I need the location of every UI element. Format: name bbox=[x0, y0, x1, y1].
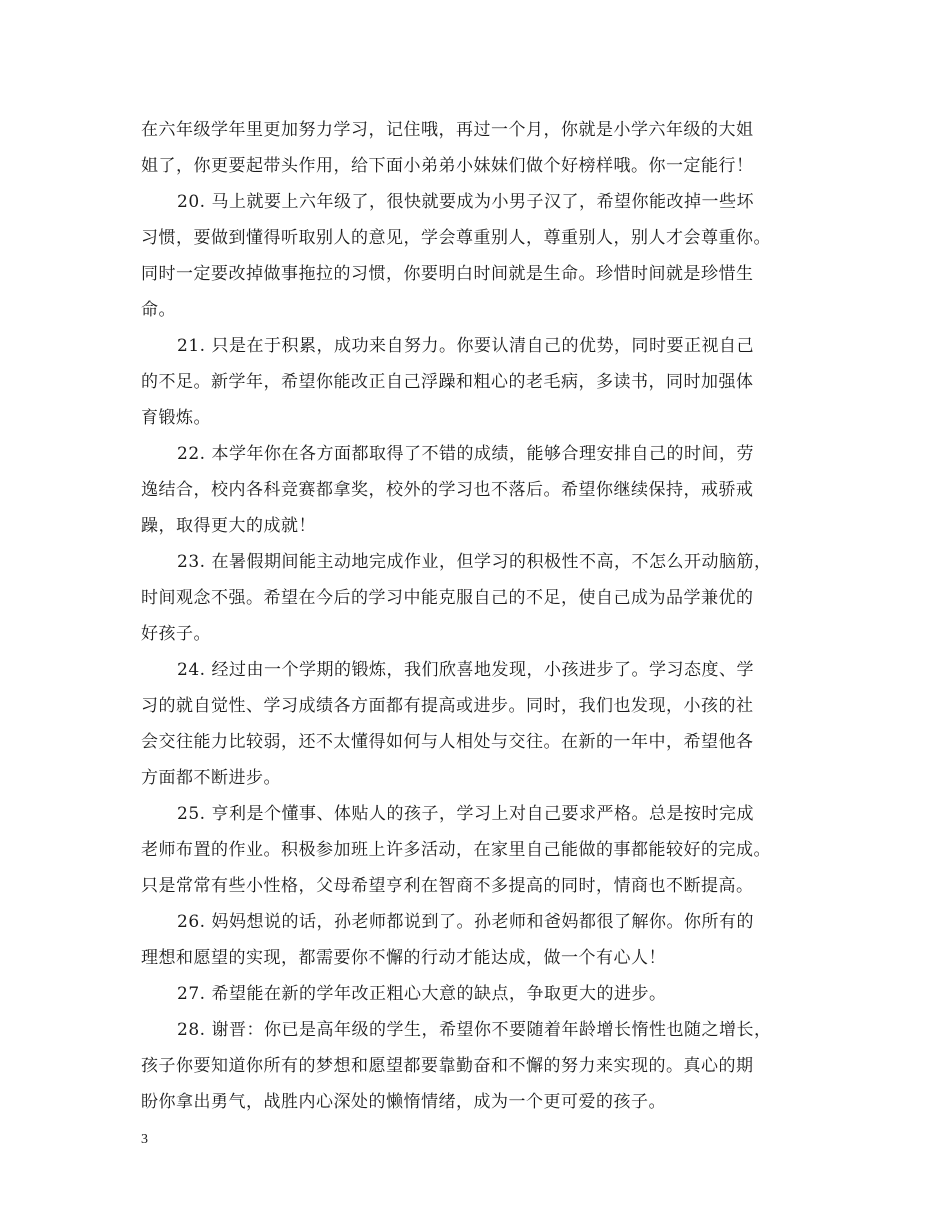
text-line: 会交往能力比较弱，还不太懂得如何与人相处与交往。在新的一年中，希望他各 bbox=[141, 732, 754, 752]
paragraph-22-line-1: 22. 本学年你在各方面都取得了不错的成绩，能够合理安排自己的时间，劳 bbox=[177, 444, 754, 464]
paragraph-21-line-1: 21. 只是在于积累，成功来自努力。你要认清自己的优势，同时要正视自己 bbox=[177, 336, 754, 356]
paragraph-23-line-1: 23. 在暑假期间能主动地完成作业，但学习的积极性不高，不怎么开动脑筋， bbox=[177, 552, 772, 572]
paragraph-25-line-1: 25. 亨利是个懂事、体贴人的孩子，学习上对自己要求严格。总是按时完成 bbox=[177, 804, 754, 824]
text-line: 命。 bbox=[141, 300, 176, 320]
text-line: 在六年级学年里更加努力学习，记住哦，再过一个月，你就是小学六年级的大姐 bbox=[141, 120, 754, 140]
text-line: 老师布置的作业。积极参加班上许多活动，在家里自己能做的事都能较好的完成。 bbox=[141, 840, 771, 860]
text-line: 逸结合，校内各科竞赛都拿奖，校外的学习也不落后。希望你继续保持，戒骄戒 bbox=[141, 480, 754, 500]
paragraph-28-line-1: 28. 谢晋：你已是高年级的学生，希望你不要随着年龄增长惰性也随之增长， bbox=[177, 1020, 772, 1040]
text-line: 孩子你要知道你所有的梦想和愿望都要靠勤奋和不懈的努力来实现的。真心的期 bbox=[141, 1056, 754, 1076]
text-line: 育锻炼。 bbox=[141, 408, 211, 428]
text-line: 的不足。新学年，希望你能改正自己浮躁和粗心的老毛病，多读书，同时加强体 bbox=[141, 372, 754, 392]
text-line: 同时一定要改掉做事拖拉的习惯，你要明白时间就是生命。珍惜时间就是珍惜生 bbox=[141, 264, 754, 284]
page-number: 3 bbox=[141, 1132, 148, 1147]
text-line: 时间观念不强。希望在今后的学习中能克服自己的不足，使自己成为品学兼优的 bbox=[141, 588, 754, 608]
text-line: 习惯，要做到懂得听取别人的意见，学会尊重别人，尊重别人，别人才会尊重你。 bbox=[141, 228, 771, 248]
text-line: 理想和愿望的实现，都需要你不懈的行动才能达成，做一个有心人！ bbox=[141, 948, 666, 968]
paragraph-27-line-1: 27. 希望能在新的学年改正粗心大意的缺点，争取更大的进步。 bbox=[177, 984, 667, 1004]
text-line: 躁，取得更大的成就！ bbox=[141, 516, 316, 536]
paragraph-24-line-1: 24. 经过由一个学期的锻炼，我们欣喜地发现，小孩进步了。学习态度、学 bbox=[177, 660, 754, 680]
text-line: 方面都不断进步。 bbox=[141, 768, 281, 788]
text-line: 习的就自觉性、学习成绩各方面都有提高或进步。同时，我们也发现，小孩的社 bbox=[141, 696, 754, 716]
paragraph-20-line-1: 20. 马上就要上六年级了，很快就要成为小男子汉了，希望你能改掉一些坏 bbox=[177, 192, 754, 212]
document-body bbox=[141, 112, 821, 1120]
text-line: 只是常常有些小性格，父母希望亨利在智商不多提高的同时，情商也不断提高。 bbox=[141, 876, 754, 896]
text-line: 盼你拿出勇气，战胜内心深处的懒惰情绪，成为一个更可爱的孩子。 bbox=[141, 1092, 666, 1112]
text-line: 姐了，你更要起带头作用，给下面小弟弟小妹妹们做个好榜样哦。你一定能行！ bbox=[141, 156, 754, 176]
text-line: 好孩子。 bbox=[141, 624, 211, 644]
paragraph-26-line-1: 26. 妈妈想说的话，孙老师都说到了。孙老师和爸妈都很了解你。你所有的 bbox=[177, 912, 754, 932]
